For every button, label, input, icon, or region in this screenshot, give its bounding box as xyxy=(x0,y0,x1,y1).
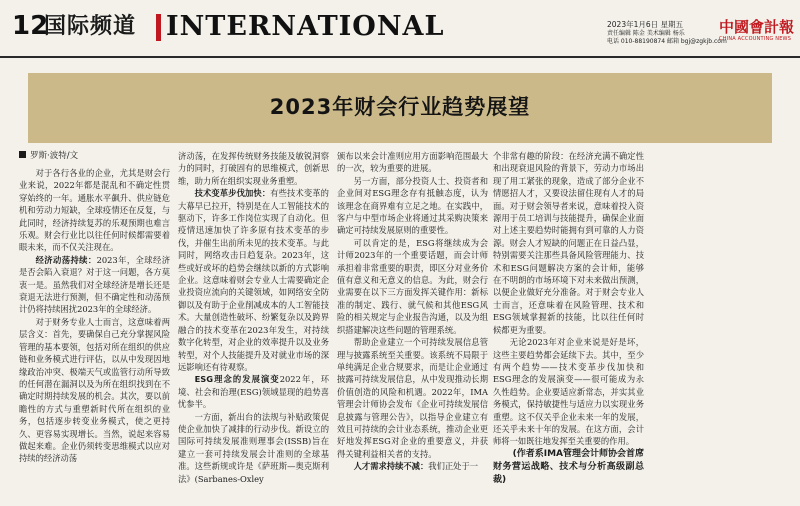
paragraph-text: 我们正处于一 xyxy=(428,461,479,472)
paragraph-subhead: ESG理念的发展演变 xyxy=(194,374,280,385)
paragraph: 另一方面，部分投资人士、投资者和企业间对ESG理念存有抵触态度，认为该理念在商界难有立足之地。在实践中，客户与中型市场企业将通过其采购决策来确定可持续发展原则的重要性。 xyxy=(337,175,488,236)
author-bio-line1: (作者系IMA管理会计师协会首席 xyxy=(512,448,644,459)
paragraph: 帮助企业建立一个可持续发展信息管理与披露系统至关重要。该系统不局限于单纯满足企业合规要求，而是让企业通过披露可持续发展信息，从中发现推动长期价值创造的风险和机遇。2022年，IMA管理会计师协会发布《企业可持续发展信息披露与管理公告》，以指导企业建立有效且可持续的会计业态系统，推动企业更好地发挥ESG对企业的重要意义，并获得关键利益相关者的支持。 xyxy=(337,337,488,459)
paragraph: 济动荡，在发挥传统财务技能及敏锐洞察力的同时，打破固有的思维模式，创新思维，助力所在组织实现业务重塑。 xyxy=(178,151,329,186)
paragraph xyxy=(178,187,329,373)
section-title-en: INTERNATIONAL xyxy=(166,11,445,42)
article-column-3 xyxy=(337,150,488,473)
author-bio xyxy=(493,448,644,487)
issue-editors: 责任编辑 陈金 美术编辑 杨乐 xyxy=(607,30,685,37)
paragraph-subhead: 技术变革步伐加快： xyxy=(194,188,271,199)
section-title-cn: 国际频道 xyxy=(44,14,137,39)
article-column-4 xyxy=(493,150,644,487)
logo-cn: 中國會計報 xyxy=(719,18,795,36)
paragraph: 颁布以来会计准则应用方面影响范围最大的一次，较为重要的进展。 xyxy=(337,151,488,174)
issue-contact: 电话 010-88190874 邮箱 bgj@zgkjb.com xyxy=(607,38,727,45)
paragraph: 无论2023年对企业来说是好是坏，这些主要趋势都会延续下去。其中，至少有两个趋势——技术变革步伐加快和ESG理念的发展演变——很可能成为永久性趋势。企业要适应新常态，并实其业务模式，保持敏捷性与适应力以实现业务重塑。这不仅关乎企业未来一年的发展，还关乎未来十年的发展。在这方面，会计师将一如既往地发挥至关重要的作用。 xyxy=(493,337,644,447)
paragraph: 个非常有趣的阶段：在经济充满不确定性和出现衰退风险的背景下，劳动力市场出现了用工紧张的现象，造成了部分企业不情愿招人才，又要设法留住现有人才的局面。对于财会领导者来说，意味着投入资源用于员工培训与技能提升，确保企业面对上述主要趋势时能拥有到可靠的人力资源。财会人才短缺的问题正在日益凸显，特别需要关注那些具备风险管理能力、技术和ESG问题解决方案的会计师，能够在不明朗的市场环境下对未来做出预测，以便企业做好充分准备。对于财会专业人士而言，还意味着在风险管理、技术和ESG领域掌握新的技能，比以往任何时候都更为重要。 xyxy=(493,151,644,335)
author-bio-line2: 财务营运战略、技术与分析高级副总裁) xyxy=(493,461,644,485)
issue-meta xyxy=(607,20,727,46)
issue-date: 2023年1月6日 星期五 xyxy=(607,20,684,29)
paragraph xyxy=(178,373,329,410)
section-number: 12 xyxy=(12,11,49,41)
article-headline: 2023年财会行业趋势展望 xyxy=(269,95,531,119)
paragraph-subhead: 经济动荡持续： xyxy=(35,254,97,265)
paragraph: 对于财务专业人士而言，这意味着两层含义：首先，要确保自己充分掌握风险管理的基本要领，包括对所在组织的供应链和业务模式进行评估，以从中发现因地缘政治冲突、极端天气或监管行动所导致的任何潜在漏洞以及为所在组织找到在不确定时期持续发展的机会。其次，要以前瞻性的方式与重塑新时代所在组织的业务，包括逐步转变业务模式，使之更持久、更容易实现增长。当然，说起来容易做起来难。企业仍须转变思维模式以应对持续的经济动荡 xyxy=(19,316,170,464)
paragraph xyxy=(19,254,170,316)
paragraph-text: 2023年，全球经济是否会陷入衰退？对于这一问题，各方莫衷一是。虽然我们对全球经济是增长还是衰退无法进行预测，但不确定性和动荡预计仍将持续困扰2023年的全球经济。 xyxy=(19,254,170,315)
article-column-2 xyxy=(178,150,329,485)
paragraph: 对于各行各业的企业，尤其是财会行业来说，2022年都是混乱和不确定性贯穿始终的一年。通胀水平飙升、供应链危机和劳动力短缺，全球疫情还在反复，与此同时，经济持续复苏的乐观预期也难言乐观。财会行业比以往任何时候都需要着眼未来，而不仅关注现在。 xyxy=(19,168,170,253)
article-column-1 xyxy=(19,150,170,465)
paragraph-subhead: 人才需求持续不减： xyxy=(353,461,429,472)
logo-en: CHINA ACCOUNTING NEWS xyxy=(719,36,792,42)
paragraph: 一方面，新出台的法规与补贴政策促使企业加快了减排的行动步伐。新设立的国际可持续发展准则理事会(ISSB)旨在建立一套可持续发展会计准则的全球基准。这些新规或许是《萨班斯—奥克斯利法》(Sarbanes-Oxley xyxy=(178,411,329,484)
masthead-logo xyxy=(719,18,794,43)
paragraph-text: 有些技术变革的大幕早已拉开，特别是在人工智能技术的驱动下，许多工作岗位实现了自动化。但疫情迅速加快了许多原有技术变革的步伐，并催生出前所未见的技术变革。与此同时，网络攻击日趋复杂。2023年，这些或好或坏的趋势会继续以新的方式影响企业。这意味着财会专业人士需要确定企业投资应流向的关键领域，如网络安全防御以及有助于企业削减成本的人工智能技术。大量创造性破坏、纷繁复杂以及跨界融合的技术变革在2023年发生，对持续数字化转型，对企业的效率提升以及业务转型，对个人技能提升及对就业市场的深远影响还有待观察。 xyxy=(178,188,329,372)
byline xyxy=(19,150,170,163)
paragraph: 可以肯定的是，ESG将继续成为会计师2023年的一个重要话题，而会计师承担着非常重要的职责，即区分对业务价值有意义和无意义的信息。为此，财会行业需要在以下三方面发挥关键作用：新标准的制定、践行、就气候和其他ESG风险的相关规定与企业报告沟通，以及为组织搭建解决这些问题的管理系统。 xyxy=(337,237,488,335)
headline-banner xyxy=(28,73,772,143)
header-rule xyxy=(0,56,800,58)
paragraph xyxy=(337,460,488,472)
byline-bullet xyxy=(19,151,26,158)
paragraph-text: 2022年，环境、社会和治理(ESG)领域显现的趋势喜忧参半。 xyxy=(178,374,329,410)
section-divider-bar xyxy=(156,14,161,41)
byline-text: 罗斯·波特/文 xyxy=(30,151,79,161)
page-header xyxy=(0,0,800,62)
